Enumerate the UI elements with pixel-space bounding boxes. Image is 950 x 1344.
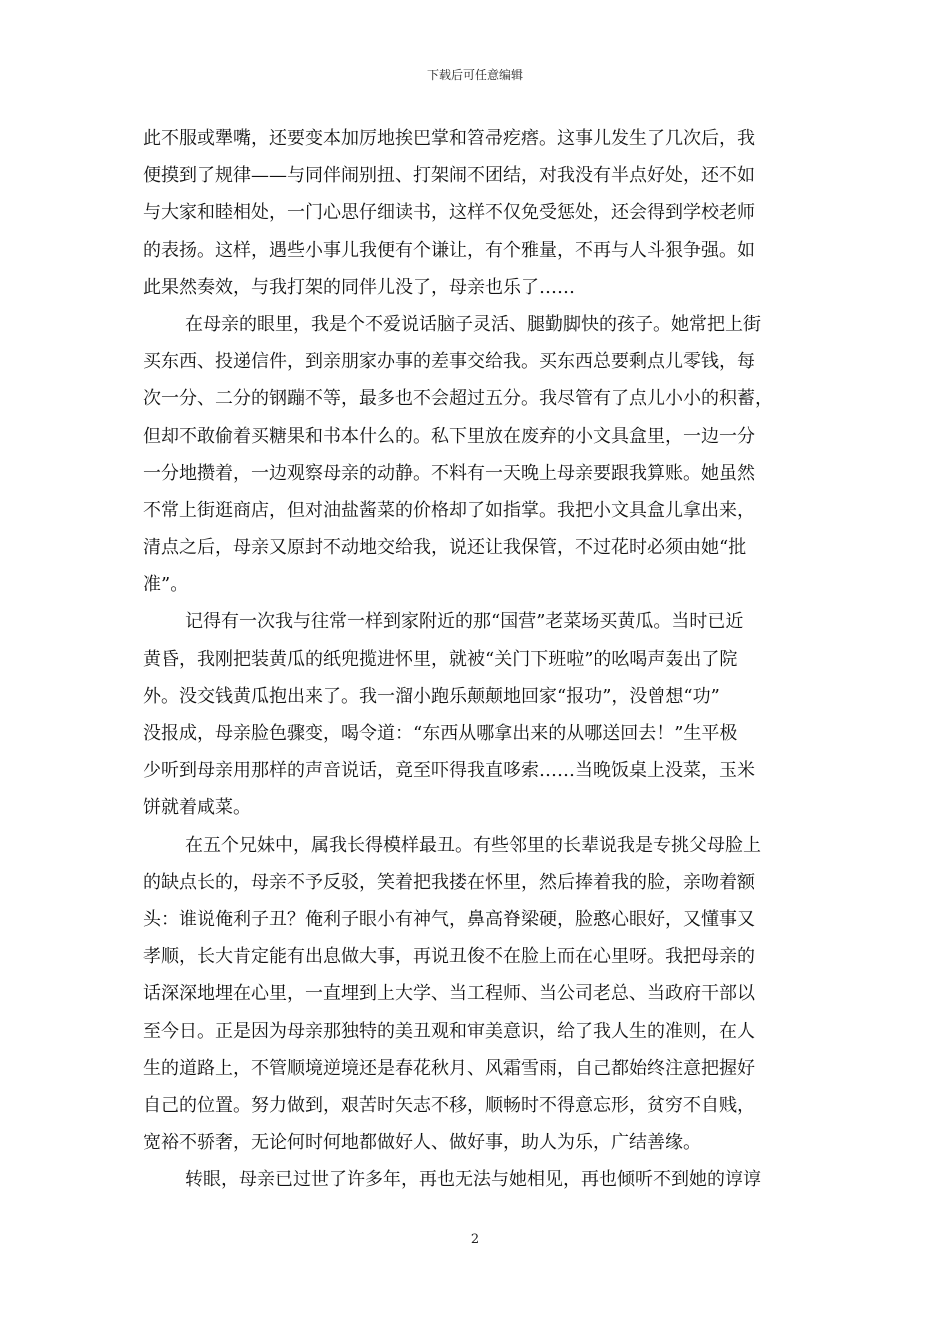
text-line: 准”。 xyxy=(143,574,189,596)
text-line: 此不服或犟嘴，还要变本加厉地挨巴掌和笤帚疙瘩。这事儿发生了几次后，我 xyxy=(143,128,755,149)
text-line: 清点之后，母亲又原封不动地交给我，说还让我保管，不过花时必须由她“批 xyxy=(143,537,747,559)
text-line: 记得有一次我与往常一样到家附近的那“国营”老菜场买黄瓜。当时已近 xyxy=(185,611,744,633)
text-line: 没报成，母亲脸色骤变，喝令道：“东西从哪拿出来的从哪送回去！”生平极 xyxy=(143,723,738,744)
text-line: 宽裕不骄奢，无论何时何地都做好人、做好事，助人为乐，广结善缘。 xyxy=(143,1132,701,1154)
paragraph xyxy=(143,1161,821,1198)
text-line: 至今日。正是因为母亲那独特的美丑观和审美意识，给了我人生的准则，在人 xyxy=(143,1020,755,1042)
text-line: 生的道路上，不管顺境逆境还是春花秋月、风霜雪雨，自己都始终注意把握好 xyxy=(143,1057,755,1079)
paragraph xyxy=(143,603,821,826)
paragraph xyxy=(143,306,821,604)
text-line: 便摸到了规律——与同伴闹别扭、打架闹不团结，对我没有半点好处，还不如 xyxy=(143,165,755,187)
text-line: 此果然奏效，与我打架的同伴儿没了，母亲也乐了…… xyxy=(143,276,575,298)
text-line: 与大家和睦相处，一门心思仔细读书，这样不仅免受惩处，还会得到学校老师 xyxy=(143,202,755,224)
text-line: 少听到母亲用那样的声音说话，竟至吓得我直哆索……当晚饭桌上没菜，玉米 xyxy=(143,760,755,782)
text-line: 饼就着咸菜。 xyxy=(143,797,251,819)
text-line: 一分地攒着，一边观察母亲的动静。不料有一天晚上母亲要跟我算账。她虽然 xyxy=(143,462,755,484)
text-line: 孝顺，长大肯定能有出息做大事，再说丑俊不在脸上而在心里呀。我把母亲的 xyxy=(143,946,755,968)
text-line: 次一分、二分的钢蹦不等，最多也不会超过五分。我尽管有了点儿小小的积蓄， xyxy=(143,388,773,410)
page-header: 下载后可任意编辑 xyxy=(426,68,523,82)
text-line: 的缺点长的，母亲不予反驳，笑着把我搂在怀里，然后捧着我的脸，亲吻着额 xyxy=(143,871,755,893)
text-line: 转眼，母亲已过世了许多年，再也无法与她相见，再也倾听不到她的谆谆 xyxy=(185,1169,761,1191)
text-line: 头：谁说俺利子丑？俺利子眼小有神气，鼻高脊梁硬，脸憨心眼好，又懂事又 xyxy=(143,908,755,930)
document-body xyxy=(143,120,821,1198)
text-line: 的表扬。这样，遇些小事儿我便有个谦让，有个雅量，不再与人斗狠争强。如 xyxy=(143,239,755,261)
text-line: 话深深地埋在心里，一直埋到上大学、当工程师、当公司老总、当政府干部以 xyxy=(143,983,755,1005)
paragraph xyxy=(143,827,821,1162)
text-line: 在五个兄妹中，属我长得模样最丑。有些邻里的长辈说我是专挑父母脸上 xyxy=(185,834,761,856)
text-line: 不常上街逛商店，但对油盐酱菜的价格却了如指掌。我把小文具盒儿拿出来， xyxy=(143,499,755,521)
text-line: 黄昏，我刚把装黄瓜的纸兜揽进怀里，就被“关门下班啦”的吆喝声轰出了院 xyxy=(143,648,738,670)
text-line: 外。没交钱黄瓜抱出来了。我一溜小跑乐颠颠地回家“报功”，没曾想“功” xyxy=(143,685,720,707)
page-number: 2 xyxy=(470,1232,480,1247)
text-line: 在母亲的眼里，我是个不爱说话脑子灵活、腿勤脚快的孩子。她常把上街 xyxy=(185,313,761,335)
text-line: 但却不敢偷着买糖果和书本什么的。私下里放在废弃的小文具盒里，一边一分 xyxy=(143,425,755,447)
text-line: 自己的位置。努力做到，艰苦时矢志不移，顺畅时不得意忘形，贫穷不自贱， xyxy=(143,1094,755,1116)
text-line: 买东西、投递信件，到亲朋家办事的差事交给我。买东西总要剩点儿零钱，每 xyxy=(143,351,755,373)
paragraph xyxy=(143,120,821,306)
